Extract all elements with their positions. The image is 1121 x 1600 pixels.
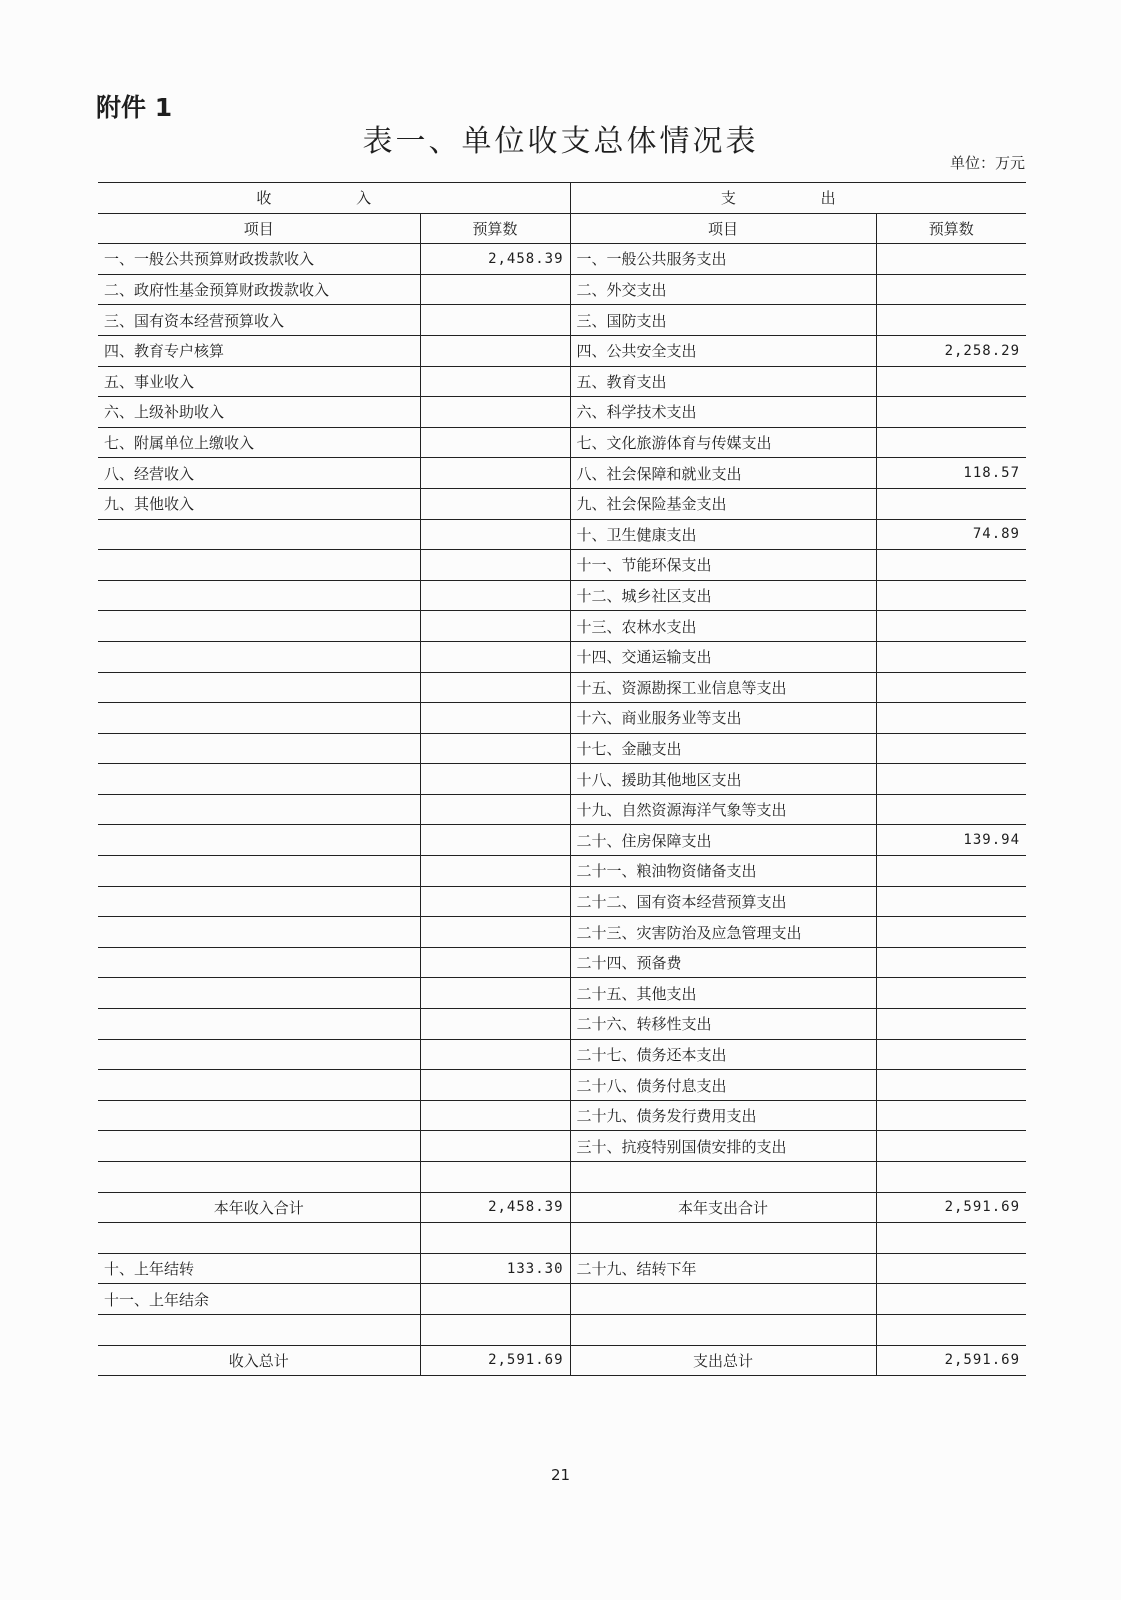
expense-item-cell: 二十九、债务发行费用支出	[570, 1100, 876, 1131]
income-value-cell	[420, 366, 570, 397]
income-value-cell	[420, 458, 570, 489]
income-value-cell	[420, 274, 570, 305]
expense-value-cell	[876, 274, 1026, 305]
income-value-cell	[420, 1009, 570, 1040]
expense-value-cell	[876, 1100, 1026, 1131]
income-item-cell	[98, 580, 420, 611]
income-item-cell	[98, 794, 420, 825]
income-item-cell: 七、附属单位上缴收入	[98, 427, 420, 458]
expense-value-cell	[876, 427, 1026, 458]
year-total-row	[98, 1192, 1026, 1223]
expense-value-cell	[876, 947, 1026, 978]
expense-item-cell: 三、国防支出	[570, 305, 876, 336]
income-value-cell	[420, 672, 570, 703]
income-value-cell	[420, 488, 570, 519]
expense-item-cell	[570, 1223, 876, 1254]
income-value-cell	[420, 641, 570, 672]
expense-item-cell: 二十二、国有资本经营预算支出	[570, 886, 876, 917]
income-value-cell	[420, 519, 570, 550]
income-item-cell	[98, 886, 420, 917]
expense-item-cell	[570, 1162, 876, 1193]
expense-item-cell	[570, 1314, 876, 1345]
table-row	[98, 733, 1026, 764]
income-value-cell	[420, 733, 570, 764]
expense-item-cell: 十二、城乡社区支出	[570, 580, 876, 611]
table-row	[98, 458, 1026, 489]
expense-item-cell: 十六、商业服务业等支出	[570, 703, 876, 734]
income-item-cell	[98, 947, 420, 978]
expense-value-cell	[876, 703, 1026, 734]
income-value-cell: 133.30	[420, 1253, 570, 1284]
year-total-row-income-label: 本年收入合计	[98, 1192, 420, 1223]
income-item-cell: 二、政府性基金预算财政拨款收入	[98, 274, 420, 305]
table-row	[98, 427, 1026, 458]
income-item-cell	[98, 1162, 420, 1193]
expense-item-cell: 八、社会保障和就业支出	[570, 458, 876, 489]
income-item-cell: 十一、上年结余	[98, 1284, 420, 1315]
expense-item-cell: 六、科学技术支出	[570, 397, 876, 428]
table-row	[98, 1070, 1026, 1101]
expense-value-cell	[876, 856, 1026, 887]
expense-value-cell	[876, 733, 1026, 764]
table-row	[98, 305, 1026, 336]
income-value-cell	[420, 1039, 570, 1070]
year-total-row-income-value: 2,458.39	[420, 1192, 570, 1223]
expense-item-cell: 四、公共安全支出	[570, 335, 876, 366]
expense-item-cell: 二十九、结转下年	[570, 1253, 876, 1284]
expense-value-cell: 118.57	[876, 458, 1026, 489]
expense-item-cell: 十四、交通运输支出	[570, 641, 876, 672]
expense-value-cell	[876, 550, 1026, 581]
table-row	[98, 274, 1026, 305]
income-value-cell	[420, 550, 570, 581]
income-value-cell	[420, 947, 570, 978]
income-item-cell	[98, 1131, 420, 1162]
table-row	[98, 1223, 1026, 1254]
income-value-cell	[420, 427, 570, 458]
page-number: 21	[550, 1466, 571, 1484]
expense-value-cell	[876, 244, 1026, 275]
table-row	[98, 580, 1026, 611]
income-item-header: 项目	[98, 213, 420, 244]
grand-total-row-expense-value: 2,591.69	[876, 1345, 1026, 1376]
income-value-cell	[420, 1223, 570, 1254]
expense-item-cell: 二十三、灾害防治及应急管理支出	[570, 917, 876, 948]
expense-item-cell: 二十一、粮油物资储备支出	[570, 856, 876, 887]
expense-item-cell: 十五、资源勘探工业信息等支出	[570, 672, 876, 703]
grand-total-row-income-value: 2,591.69	[420, 1345, 570, 1376]
table-row	[98, 519, 1026, 550]
expense-value-cell	[876, 886, 1026, 917]
grand-total-row-expense-label: 支出总计	[570, 1345, 876, 1376]
table-row	[98, 794, 1026, 825]
income-item-cell	[98, 764, 420, 795]
expense-item-cell: 十一、节能环保支出	[570, 550, 876, 581]
expense-value-cell	[876, 611, 1026, 642]
table-row	[98, 1314, 1026, 1345]
expense-value-cell	[876, 1009, 1026, 1040]
expense-item-cell: 二十八、债务付息支出	[570, 1070, 876, 1101]
grand-total-row-income-label: 收入总计	[98, 1345, 420, 1376]
table-row	[98, 1039, 1026, 1070]
income-value-cell	[420, 611, 570, 642]
income-value-cell	[420, 580, 570, 611]
table-row	[98, 1131, 1026, 1162]
table-row	[98, 366, 1026, 397]
income-value-cell	[420, 1314, 570, 1345]
table-row	[98, 1162, 1026, 1193]
table-row	[98, 611, 1026, 642]
income-item-cell: 八、经营收入	[98, 458, 420, 489]
expense-item-cell: 二、外交支出	[570, 274, 876, 305]
income-item-cell: 四、教育专户核算	[98, 335, 420, 366]
table-row	[98, 764, 1026, 795]
income-item-cell	[98, 1039, 420, 1070]
income-value-cell	[420, 397, 570, 428]
year-total-row-expense-value: 2,591.69	[876, 1192, 1026, 1223]
table-row	[98, 703, 1026, 734]
income-item-cell	[98, 672, 420, 703]
expense-value-cell	[876, 764, 1026, 795]
income-value-cell: 2,458.39	[420, 244, 570, 275]
table-row	[98, 550, 1026, 581]
expense-value-cell	[876, 1131, 1026, 1162]
table-row	[98, 672, 1026, 703]
income-value-cell	[420, 886, 570, 917]
expense-value-cell	[876, 488, 1026, 519]
income-item-cell: 十、上年结转	[98, 1253, 420, 1284]
expense-value-cell	[876, 397, 1026, 428]
income-value-cell	[420, 1162, 570, 1193]
expense-item-cell: 二十四、预备费	[570, 947, 876, 978]
income-item-cell: 三、国有资本经营预算收入	[98, 305, 420, 336]
expense-item-cell: 十七、金融支出	[570, 733, 876, 764]
expense-item-cell: 一、一般公共服务支出	[570, 244, 876, 275]
income-value-cell	[420, 305, 570, 336]
expense-value-cell	[876, 1039, 1026, 1070]
income-value-cell	[420, 1070, 570, 1101]
table-row	[98, 1284, 1026, 1315]
expense-item-cell: 七、文化旅游体育与传媒支出	[570, 427, 876, 458]
expense-value-cell	[876, 580, 1026, 611]
expense-value-cell	[876, 1070, 1026, 1101]
income-expense-table	[98, 182, 1026, 1376]
income-value-cell	[420, 335, 570, 366]
income-item-cell	[98, 1009, 420, 1040]
expense-value-cell	[876, 641, 1026, 672]
expense-value-cell	[876, 1162, 1026, 1193]
income-item-cell: 五、事业收入	[98, 366, 420, 397]
expense-value-cell	[876, 1253, 1026, 1284]
income-item-cell	[98, 978, 420, 1009]
table-row	[98, 856, 1026, 887]
grand-total-row	[98, 1345, 1026, 1376]
expense-value-cell	[876, 366, 1026, 397]
expense-item-cell: 十八、援助其他地区支出	[570, 764, 876, 795]
table-row	[98, 947, 1026, 978]
income-value-cell	[420, 794, 570, 825]
income-value-cell	[420, 1100, 570, 1131]
unit-label: 单位：万元	[949, 154, 1025, 172]
expense-section-header: 支 出	[570, 183, 1026, 214]
expense-value-cell: 74.89	[876, 519, 1026, 550]
table-row	[98, 978, 1026, 1009]
table-row	[98, 641, 1026, 672]
expense-item-cell: 十九、自然资源海洋气象等支出	[570, 794, 876, 825]
expense-item-cell: 三十、抗疫特别国债安排的支出	[570, 1131, 876, 1162]
income-item-cell	[98, 1223, 420, 1254]
income-item-cell	[98, 1314, 420, 1345]
table-row	[98, 1100, 1026, 1131]
expense-value-cell	[876, 978, 1026, 1009]
expense-item-cell: 二十七、债务还本支出	[570, 1039, 876, 1070]
expense-value-cell	[876, 305, 1026, 336]
table-row	[98, 1253, 1026, 1284]
income-item-cell	[98, 856, 420, 887]
table-body	[98, 244, 1026, 1376]
attachment-label: 附件 1	[96, 93, 173, 122]
expense-value-cell: 2,258.29	[876, 335, 1026, 366]
income-value-cell	[420, 703, 570, 734]
income-item-cell	[98, 641, 420, 672]
income-value-cell	[420, 856, 570, 887]
income-item-cell	[98, 519, 420, 550]
income-value-cell	[420, 978, 570, 1009]
income-value-cell	[420, 764, 570, 795]
table-row	[98, 886, 1026, 917]
expense-item-cell: 十、卫生健康支出	[570, 519, 876, 550]
income-item-cell: 九、其他收入	[98, 488, 420, 519]
expense-item-header: 项目	[570, 213, 876, 244]
income-item-cell	[98, 1100, 420, 1131]
expense-value-cell	[876, 1314, 1026, 1345]
expense-value-cell	[876, 672, 1026, 703]
expense-item-cell: 二十、住房保障支出	[570, 825, 876, 856]
table-row	[98, 335, 1026, 366]
income-budget-header: 预算数	[420, 213, 570, 244]
table-row	[98, 825, 1026, 856]
income-item-cell	[98, 825, 420, 856]
page-title: 表一、单位收支总体情况表	[362, 124, 759, 159]
table-row	[98, 244, 1026, 275]
income-item-cell	[98, 1070, 420, 1101]
table-row	[98, 1009, 1026, 1040]
income-item-cell	[98, 611, 420, 642]
expense-item-cell: 十三、农林水支出	[570, 611, 876, 642]
expense-item-cell	[570, 1284, 876, 1315]
expense-item-cell: 五、教育支出	[570, 366, 876, 397]
expense-value-cell	[876, 917, 1026, 948]
table-row	[98, 917, 1026, 948]
income-item-cell	[98, 733, 420, 764]
income-item-cell: 一、一般公共预算财政拨款收入	[98, 244, 420, 275]
expense-budget-header: 预算数	[876, 213, 1026, 244]
income-value-cell	[420, 917, 570, 948]
income-item-cell	[98, 917, 420, 948]
year-total-row-expense-label: 本年支出合计	[570, 1192, 876, 1223]
expense-item-cell: 二十六、转移性支出	[570, 1009, 876, 1040]
income-item-cell: 六、上级补助收入	[98, 397, 420, 428]
income-value-cell	[420, 1131, 570, 1162]
expense-value-cell	[876, 1284, 1026, 1315]
expense-value-cell: 139.94	[876, 825, 1026, 856]
income-section-header: 收 入	[98, 183, 570, 214]
table-row	[98, 488, 1026, 519]
expense-item-cell: 二十五、其他支出	[570, 978, 876, 1009]
income-value-cell	[420, 1284, 570, 1315]
expense-value-cell	[876, 794, 1026, 825]
expense-value-cell	[876, 1223, 1026, 1254]
table-row	[98, 397, 1026, 428]
income-item-cell	[98, 703, 420, 734]
income-value-cell	[420, 825, 570, 856]
income-item-cell	[98, 550, 420, 581]
expense-item-cell: 九、社会保险基金支出	[570, 488, 876, 519]
